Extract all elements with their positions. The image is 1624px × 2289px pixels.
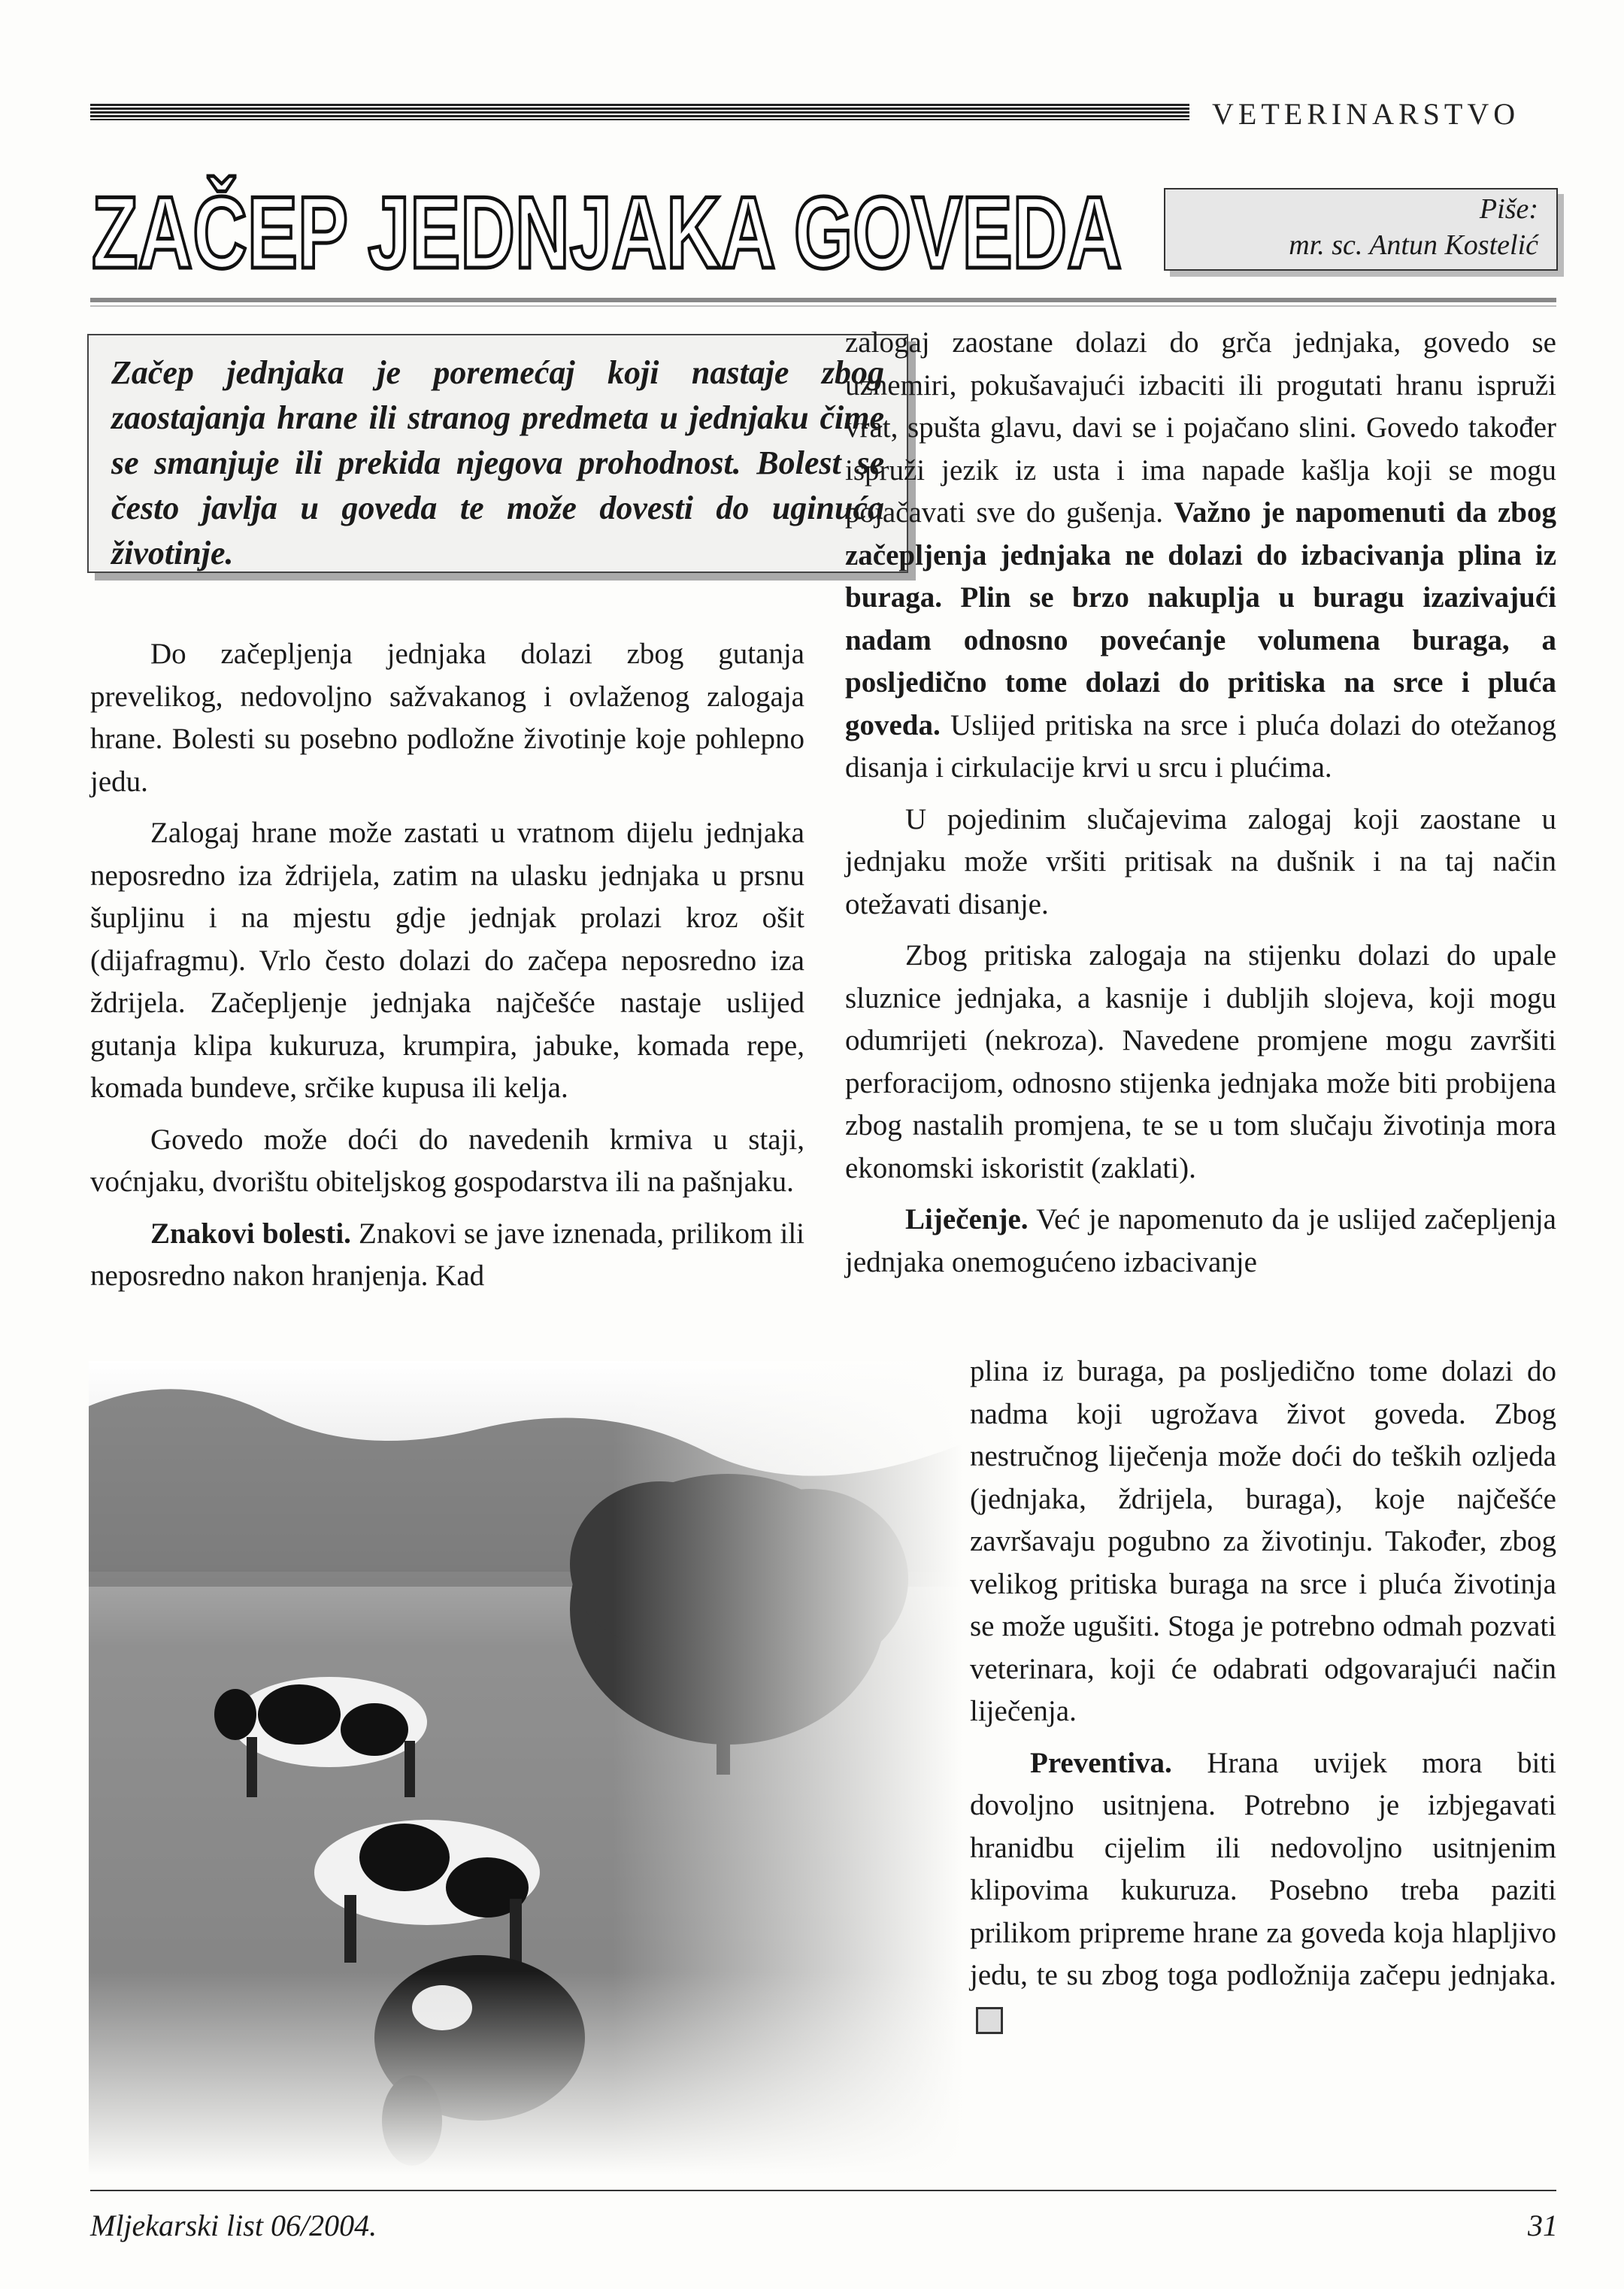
author-name: mr. sc. Antun Kostelić: [1289, 229, 1538, 261]
treatment-text: plina iz buraga, pa posljedično tome dolazi do nadma koji ugrožava život goveda. Zbog nestručnog liječenja može doći do teških ozljeda (jednjaka, ždrijela, buraga), koje najčešće završavaju pogubno za životinju. Također, zbog velikog pritiska buraga na srce i pluća životinja se može ugušiti. Stoga je potrebno odmah pozvati veterinara, koji će odabrati odgovarajući način liječenja.: [970, 1355, 1556, 1727]
article-title: [89, 171, 1126, 284]
signs-text: Znakovi se jave iznenada, prilikom ili neposredno nakon hranjenja. Kad: [90, 1217, 804, 1292]
paragraph-prevention: [970, 1742, 1556, 2040]
title-rule-thin: [90, 305, 1556, 307]
right-column-bottom: [970, 1351, 1556, 2048]
section-label: VETERINARSTVO: [1212, 97, 1520, 131]
continued-tail: Uslijed pritiska na srce i pluća dolazi do otežanog disanja i cirkulacije krvi u srcu i plućima.: [845, 708, 1556, 784]
end-mark-icon: [976, 2007, 1003, 2034]
treatment-intro: Već je napomenuto da je uslijed začepljenja jednjaka onemogućeno izbacivanje: [845, 1203, 1556, 1278]
author-label: Piše:: [1479, 193, 1538, 225]
paragraph: Govedo može doći do navedenih krmiva u staji, voćnjaku, dvorištu obiteljskog gospodarstva ili na pašnjaku.: [90, 1123, 804, 1198]
lead-box: [87, 334, 908, 573]
footer-rule: [90, 2190, 1556, 2191]
article-title-text: ZAČEP JEDNJAKA GOVEDA: [92, 175, 1122, 284]
paragraph: U pojedinim slučajevima zalogaj koji zaostane u jednjaku može vršiti pritisak na dušnik i na taj način otežavati disanje.: [845, 802, 1556, 920]
paragraph-treatment: [845, 1199, 1556, 1284]
important-note: Važno je napomenuti da zbog začepljenja jednjaka ne dolazi do izbacivanja plina iz buraga. Plin se brzo nakuplja u buragu izazivajući nadam odnosno povećanje volumena buraga, a posljedično tome dolazi do pritiska na srce i pluća goveda.: [845, 496, 1556, 741]
paragraph: Zalogaj hrane može zastati u vratnom dijelu jednjaka neposredno iza ždrijela, zatim na ulasku jednjaka u prsnu šupljinu i na mjestu gdje jednjak prolazi kroz ošit (dijafragmu). Vrlo često dolazi do začepa neposredno iza ždrijela. Začepljenje jednjaka najčešće nastaje uslijed gutanja klipa kukuruza, krumpira, jabuke, komada repe, komada bundeve, srčike kupusa ili kelja.: [90, 817, 804, 1104]
prevention-heading: Preventiva.: [1030, 1746, 1172, 1779]
prevention-text: Hrana uvijek mora biti dovoljno usitnjena. Potrebno je izbjegavati hranidbu cijelim ili nedovoljno usitnjenim klipovima kukuruza. Posebno treba paziti prilikom pripreme hrane za goveda koja hlapljivo jedu, te su zbog toga podložnija začepu jednjaka.: [970, 1746, 1556, 1991]
page-number: 31: [1528, 2209, 1558, 2242]
paragraph-signs: [90, 1213, 804, 1298]
lead-text: Začep jednjaka je poremećaj koji nastaje zbog zaostajanja hrane ili stranog predmeta u jednjaku čime se smanjuje ili prekida njegova prohodnost. Bolest se često javlja u goveda te može dovesti do uginuća životinje.: [111, 354, 884, 571]
header-rule: [90, 104, 1189, 120]
cattle-pasture-photo: [89, 1361, 962, 2175]
paragraph-continued: [845, 322, 1556, 790]
publication-name: Mljekarski list 06/2004.: [90, 2209, 377, 2242]
paragraph: Zbog pritiska zalogaja na stijenku dolazi do upale sluznice jednjaka, a kasnije i dubljih slojeva, koji mogu odumrijeti (nekroza). Navedene promjene mogu završiti perforacijom, odnosno stijenka jednjaka može biti probijena zbog nastalih promjena, te se u tom slučaju životinja mora ekonomski iskoristit (zaklati).: [845, 939, 1556, 1184]
signs-heading: Znakovi bolesti.: [150, 1217, 351, 1250]
right-column-top: [845, 322, 1556, 1284]
paragraph: Do začepljenja jednjaka dolazi zbog gutanja prevelikog, nedovoljno sažvakanog i ovlaženog zalogaja hrane. Bolesti su posebno podložne životinje koje pohlepno jedu.: [90, 638, 804, 798]
author-box: [1164, 188, 1558, 271]
title-rule: [90, 298, 1556, 302]
continued-text: zalogaj zaostane dolazi do grča jednjaka, govedo se uznemiri, pokušavajući izbaciti ili progutati hranu ispruži vrat, spušta glavu, davi se i pojačano slini. Govedo također ispruži jezik iz usta i ima napade kašlja koji se mogu pojačavati sve do gušenja.: [845, 326, 1556, 529]
treatment-heading: Liječenje.: [905, 1203, 1029, 1235]
left-column: [90, 633, 804, 1307]
